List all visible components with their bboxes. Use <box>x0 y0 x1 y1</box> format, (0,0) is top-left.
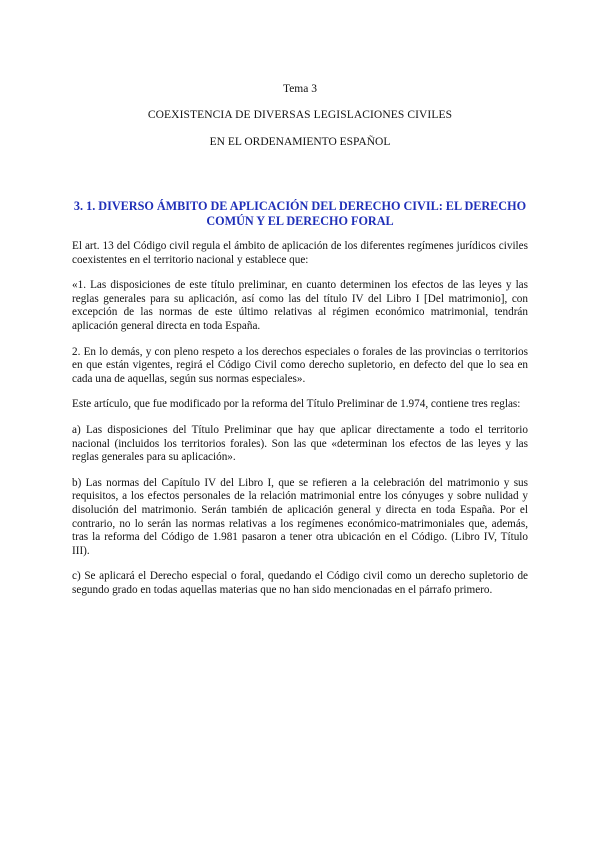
document-title-line-1: COEXISTENCIA DE DIVERSAS LEGISLACIONES CIVILES <box>147 109 453 121</box>
paragraph-quote-1: «1. Las disposiciones de este título preliminar, en cuanto determinen los efectos de las leyes y las reglas generales para su aplicación, así como las del título IV del Libro I [Del matrimonio], con excepción de las normas de este último relativas al régimen económico matrimonial, tendrán aplicación general directa en toda España. <box>72 279 528 332</box>
paragraph-quote-2: 2. En lo demás, y con pleno respeto a los derechos especiales o forales de las provincias o territorios en que están vigentes, regirá el Código Civil como derecho supletorio, en defecto del que lo sea en cada una de aquellas, según sus normas especiales». <box>72 345 528 385</box>
paragraph-rule-c: c) Se aplicará el Derecho especial o foral, quedando el Código civil como un derecho supletorio de segundo grado en todas aquellas materias que no han sido mencionadas en el párrafo primero. <box>72 570 528 596</box>
paragraph-rule-a: a) Las disposiciones del Título Preliminar que hay que aplicar directamente a todo el territorio nacional (incluidos los territorios forales). Son las que «determinan los efectos de las leyes y las reglas generales para su aplicación». <box>72 423 528 464</box>
document-page <box>72 82 528 609</box>
paragraph-intro: El art. 13 del Código civil regula el ámbito de aplicación de los diferentes regímenes jurídicos civiles coexistentes en el territorio nacional y establece que: <box>72 240 528 266</box>
chapter-label: Tema 3 <box>282 83 317 95</box>
paragraph-rule-b: b) Las normas del Capítulo IV del Libro I, que se refieren a la celebración del matrimonio y sus requisitos, a los efectos personales de la relación matrimonial entre los cónyuges y sobre nulidad y disolución del matrimonio. Serán también de aplicación general y directa en toda España. Por el contrario, no lo serán las normas relativas a los regímenes económico-matrimoniales que, además, tras la reforma del Código de 1.981 pasaron a tener otra ubicación en el Código. (Libro IV, Título III). <box>72 476 528 557</box>
paragraph-article-rules: Este artículo, que fue modificado por la reforma del Título Preliminar de 1.974, contiene tres reglas: <box>72 398 521 411</box>
section-heading: 3. 1. DIVERSO ÁMBITO DE APLICACIÓN DEL DERECHO CIVIL: EL DERECHO COMÚN Y EL DERECHO FORAL <box>73 199 527 228</box>
document-title-line-2: EN EL ORDENAMIENTO ESPAÑOL <box>209 136 391 148</box>
